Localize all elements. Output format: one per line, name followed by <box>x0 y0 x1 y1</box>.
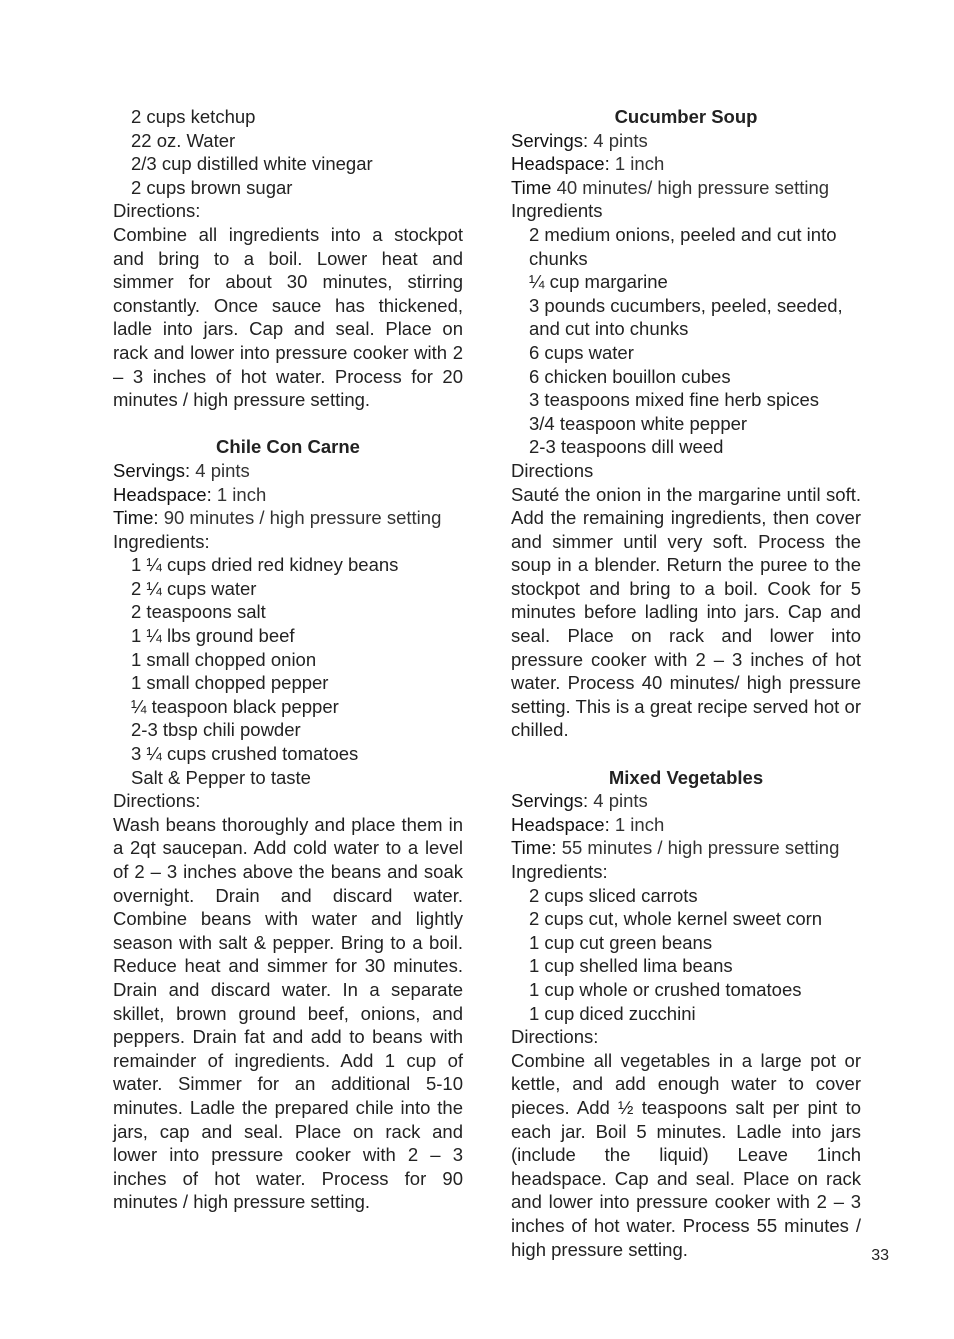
directions-label: Directions <box>511 459 594 481</box>
headspace-row <box>511 152 861 176</box>
ingredient-item: 1 cup whole or crushed tomatoes <box>529 978 802 1000</box>
left-column <box>113 105 463 1214</box>
ingredient-item: 1 ¼ cups dried red kidney beans <box>131 554 399 576</box>
recipe-title: Mixed Vegetables <box>608 766 764 788</box>
ingredient-item: 2/3 cup distilled white vinegar <box>131 153 373 175</box>
headspace-row <box>511 813 861 837</box>
headspace-label: Headspace: <box>511 813 610 835</box>
ingredient-item: 6 cups water <box>529 341 634 363</box>
time-value: 55 minutes / high pressure setting <box>561 837 840 859</box>
ingredient-item: 1 small chopped pepper <box>131 672 329 694</box>
ingredient-item: 2 cups brown sugar <box>131 176 293 198</box>
directions-label: Directions: <box>113 790 201 812</box>
ingredient-item: 3 teaspoons mixed fine herb spices <box>529 389 820 411</box>
ingredient-item: 2 cups sliced carrots <box>529 884 698 906</box>
servings-label: Servings: <box>511 129 589 151</box>
page-number: 33 <box>871 1247 889 1264</box>
ingredient-item: 6 chicken bouillon cubes <box>529 365 731 387</box>
time-value: 40 minutes/ high pressure setting <box>556 176 830 198</box>
ingredient-item: 2 medium onions, peeled and cut into chunks <box>529 223 837 269</box>
recipe-title: Chile Con Carne <box>216 436 360 458</box>
time-row <box>511 176 861 200</box>
headspace-label: Headspace: <box>511 153 610 175</box>
recipe-title: Cucumber Soup <box>614 106 758 127</box>
ingredient-item: 2-3 tbsp chili powder <box>131 719 301 741</box>
ingredients-label: Ingredients: <box>511 861 608 882</box>
ingredient-item: 2 ¼ cups water <box>131 577 257 599</box>
ingredient-item: 2-3 teaspoons dill weed <box>529 436 724 458</box>
ingredient-item: 1 cup cut green beans <box>529 931 713 953</box>
ingredients-label: Ingredients <box>511 200 603 222</box>
servings-value: 4 pints <box>593 129 648 151</box>
ingredient-item: 22 oz. Water <box>131 129 236 151</box>
ingredient-item: 3 pounds cucumbers, peeled, seeded, and cut into chunks <box>529 294 843 340</box>
headspace-row <box>113 483 463 507</box>
headspace-label: Headspace: <box>113 483 212 505</box>
directions-label: Directions: <box>511 1026 599 1048</box>
headspace-value: 1 inch <box>614 153 665 175</box>
servings-row <box>113 459 463 483</box>
ingredient-item: 2 teaspoons salt <box>131 601 266 623</box>
time-value: 90 minutes / high pressure setting <box>163 507 442 529</box>
ingredient-item: 3 ¼ cups crushed tomatoes <box>131 743 359 765</box>
servings-row <box>511 129 861 153</box>
ingredient-item: Salt & Pepper to taste <box>131 766 311 788</box>
time-row <box>511 836 861 860</box>
time-label: Time: <box>511 837 557 859</box>
headspace-value: 1 inch <box>216 483 267 505</box>
directions-text: Sauté the onion in the margarine until soft. Add the remaining ingredients, then cover and simmer until very soft. Process the soup in a blender. Return the puree to the stockpot and bring to a boil. Cook for 5 minutes before ladling into jars. Cap and seal. Place on rack and lower into pressure cooker with 2 – 3 inches of hot water. Process 40 minutes/ high pressure setting. This is a great recipe served hot or chilled. <box>511 483 861 741</box>
time-row <box>113 506 463 530</box>
servings-value: 4 pints <box>195 459 250 481</box>
servings-row <box>511 789 861 813</box>
ingredient-item: ¼ cup margarine <box>529 271 668 293</box>
ingredient-item: 1 cup shelled lima beans <box>529 955 733 977</box>
ingredient-item: 3/4 teaspoon white pepper <box>529 412 748 434</box>
ingredient-item: 1 cup diced zucchini <box>529 1002 696 1024</box>
headspace-value: 1 inch <box>614 813 665 835</box>
servings-label: Servings: <box>511 790 589 812</box>
right-column <box>511 105 861 1261</box>
time-label: Time <box>511 176 552 198</box>
ingredients-label: Ingredients: <box>113 530 210 552</box>
ingredient-item: ¼ teaspoon black pepper <box>131 695 339 717</box>
servings-value: 4 pints <box>593 790 648 812</box>
time-label: Time: <box>113 507 159 529</box>
servings-label: Servings: <box>113 459 191 481</box>
directions-text: Combine all ingredients into a stockpot and bring to a boil. Lower heat and simmer for about 30 minutes, stirring constantly. Once sauce has thickened, ladle into jars. Cap and seal. Place on rack and lower into pressure cooker with 2 – 3 inches of hot water. Process for 20 minutes / high pressure setting. <box>113 223 463 411</box>
directions-label: Directions: <box>113 200 201 222</box>
ingredient-item: 1 small chopped onion <box>131 648 317 670</box>
ingredient-item: 1 ¼ lbs ground beef <box>131 625 295 647</box>
directions-text: Combine all vegetables in a large pot or kettle, and add enough water to cover pieces. Add ½ teaspoons salt per pint to each jar. Boil 5 minutes. Ladle into jars (include the liquid) Leave 1inch headspace. Cap and seal. Place on rack and lower into pressure cooker with 2 – 3 inches of hot water. Process 55 minutes / high pressure setting. <box>511 1049 861 1260</box>
ingredient-item: 2 cups ketchup <box>131 106 256 127</box>
directions-text: Wash beans thoroughly and place them in a 2qt saucepan. Add cold water to a level of 2 – 3 inches above the beans and soak overnight. Drain and discard water. Combine beans with water and lightly season with salt & pepper. Bring to a boil. Reduce heat and simmer for 30 minutes. Drain and discard water. In a separate skillet, brown ground beef, onions, and peppers. Drain fat and add to beans with remainder of ingredients. Add 1 cup of water. Simmer for an additional 5-10 minutes. Ladle the prepared chile into the jars, cap and seal. Place on rack and lower into pressure cooker with 2 – 3 inches of hot water. Process for 90 minutes / high pressure setting. <box>113 813 463 1213</box>
ingredient-item: 2 cups cut, whole kernel sweet corn <box>529 908 823 930</box>
